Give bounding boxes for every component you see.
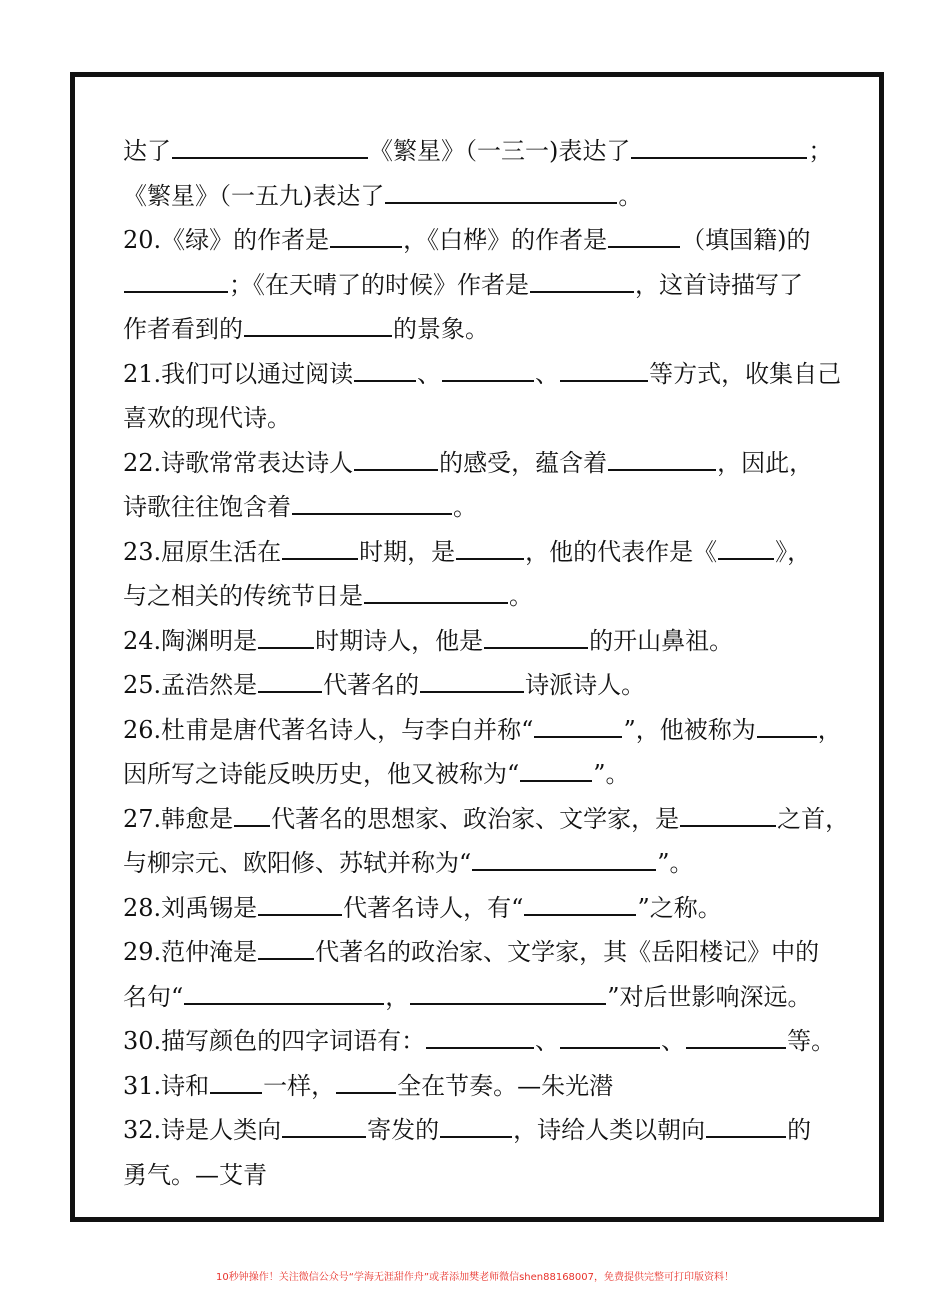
- line-text: 代著名的政治家、文学家，其《岳阳楼记》中的: [315, 938, 820, 966]
- text-line: [123, 441, 843, 486]
- line-text: 喜欢的现代诗。: [123, 404, 291, 432]
- text-line: [123, 930, 843, 975]
- answer-blank[interactable]: [631, 141, 807, 159]
- answer-blank[interactable]: [364, 586, 508, 604]
- line-text: 《繁星》（一五九)表达了: [123, 181, 385, 210]
- line-text: 与柳宗元、欧阳修、苏轼并称为“: [123, 849, 472, 877]
- line-text: 23.屈原生活在: [123, 537, 282, 566]
- answer-blank[interactable]: [420, 675, 524, 693]
- line-text: 代著名诗人，有“: [343, 893, 524, 922]
- line-text: 的景象。: [393, 315, 489, 343]
- line-text: 一样，: [263, 1071, 336, 1100]
- answer-blank[interactable]: [442, 364, 534, 382]
- answer-blank[interactable]: [560, 364, 648, 382]
- text-line: [123, 1153, 843, 1198]
- line-text: 。: [618, 181, 643, 210]
- line-text: 21.我们可以通过阅读: [123, 359, 354, 388]
- line-text: ”之称。: [637, 893, 722, 922]
- answer-blank[interactable]: [258, 942, 314, 960]
- line-text: 27.韩愈是: [123, 804, 234, 833]
- line-text: ，: [817, 715, 842, 744]
- line-text: 22.诗歌常常表达诗人: [123, 448, 354, 477]
- text-line: [123, 886, 843, 931]
- line-text: ，诗给人类以朝向: [513, 1116, 706, 1144]
- text-line: [123, 307, 843, 352]
- line-text: 之首，: [777, 804, 850, 833]
- text-line: [123, 1064, 843, 1109]
- answer-blank[interactable]: [686, 1031, 786, 1049]
- line-text: 24.陶渊明是: [123, 626, 258, 655]
- line-text: 与之相关的传统节日是: [123, 582, 363, 610]
- line-text: 26.杜甫是唐代著名诗人，与李白并称“: [123, 715, 534, 744]
- text-line: [123, 352, 843, 397]
- line-text: 代著名的思想家、政治家、文学家，是: [271, 804, 680, 833]
- text-line: [123, 619, 843, 664]
- text-line: [123, 485, 843, 530]
- answer-blank[interactable]: [560, 1031, 660, 1049]
- line-text: ，《白桦》的作者是: [403, 226, 608, 254]
- text-line: [123, 396, 843, 441]
- line-text: 32.诗是人类向: [123, 1116, 282, 1144]
- answer-blank[interactable]: [520, 764, 592, 782]
- answer-blank[interactable]: [258, 631, 314, 649]
- line-text: 30.描写颜色的四字词语有：: [123, 1027, 426, 1055]
- line-text: 寄发的: [367, 1116, 440, 1144]
- line-text: ”对后世影响深远。: [607, 982, 812, 1011]
- line-text: 作者看到的: [123, 315, 243, 343]
- text-line: [123, 174, 843, 219]
- line-text: 28.刘禹锡是: [123, 893, 258, 922]
- line-text: 勇气。—艾青: [123, 1160, 267, 1189]
- line-text: 、: [417, 359, 442, 388]
- answer-blank[interactable]: [234, 809, 270, 827]
- line-text: 时期，是: [359, 537, 456, 566]
- line-text: 达了: [123, 137, 171, 165]
- answer-blank[interactable]: [680, 809, 776, 827]
- answer-blank[interactable]: [244, 319, 392, 337]
- text-line: [123, 841, 843, 886]
- line-text: ”。: [593, 760, 630, 788]
- line-text: ；: [808, 137, 833, 165]
- line-text: ，他的代表作是《: [525, 537, 718, 566]
- text-line: [123, 797, 850, 842]
- text-line: [123, 574, 843, 619]
- line-text: 的开山鼻祖。: [589, 626, 734, 655]
- line-text: 25.孟浩然是: [123, 671, 258, 699]
- line-text: （填国籍)的: [681, 226, 811, 254]
- answer-blank[interactable]: [282, 1120, 366, 1138]
- line-text: 等方式，收集自己: [649, 359, 842, 388]
- answer-blank[interactable]: [534, 720, 622, 738]
- fill-in-blank-questions: [123, 129, 850, 1197]
- line-text: 20.《绿》的作者是: [123, 226, 330, 254]
- answer-blank[interactable]: [385, 186, 617, 204]
- line-text: 29.范仲淹是: [123, 938, 258, 966]
- answer-blank[interactable]: [440, 1120, 512, 1138]
- line-text: ”，他被称为: [623, 715, 756, 744]
- answer-blank[interactable]: [210, 1076, 262, 1094]
- answer-blank[interactable]: [292, 497, 452, 515]
- text-line: [123, 663, 843, 708]
- text-line: [123, 708, 843, 753]
- line-text: ，因此，: [717, 448, 814, 477]
- answer-blank[interactable]: [718, 542, 774, 560]
- line-text: 、: [661, 1027, 686, 1055]
- answer-blank[interactable]: [330, 230, 402, 248]
- line-text: ”。: [657, 849, 694, 877]
- text-line: [123, 218, 843, 263]
- answer-blank[interactable]: [484, 631, 588, 649]
- text-line: [123, 530, 843, 575]
- answer-blank[interactable]: [524, 898, 636, 916]
- line-text: 、: [535, 1027, 560, 1055]
- text-line: [123, 129, 843, 174]
- answer-blank[interactable]: [354, 364, 416, 382]
- line-text: 诗歌往往饱含着: [123, 493, 291, 521]
- answer-blank[interactable]: [184, 987, 384, 1005]
- text-line: [123, 263, 843, 308]
- line-text: 代著名的: [323, 671, 420, 699]
- line-text: 因所写之诗能反映历史，他又被称为“: [123, 760, 520, 788]
- answer-blank[interactable]: [124, 275, 228, 293]
- line-text: 》，: [775, 537, 812, 566]
- line-text: 时期诗人，他是: [315, 626, 484, 655]
- line-text: 31.诗和: [123, 1071, 210, 1100]
- page-frame: [70, 72, 884, 1222]
- line-text: ，: [385, 982, 410, 1011]
- line-text: 。: [509, 582, 533, 610]
- line-text: 等。: [787, 1027, 836, 1055]
- answer-blank[interactable]: [336, 1076, 396, 1094]
- line-text: ；《在天晴了的时候》作者是: [229, 270, 529, 299]
- answer-blank[interactable]: [172, 141, 368, 159]
- answer-blank[interactable]: [258, 898, 342, 916]
- line-text: 的感受，蕴含着: [439, 448, 608, 477]
- text-line: [123, 1019, 843, 1064]
- footer-note: 10秒钟操作！关注微信公众号“学海无涯甜作舟”或者添加樊老师微信shen88168007，免费提供完整可打印版资料！: [215, 1272, 735, 1283]
- answer-blank[interactable]: [608, 453, 716, 471]
- line-text: 。: [453, 493, 477, 521]
- answer-blank[interactable]: [282, 542, 358, 560]
- answer-blank[interactable]: [706, 1120, 786, 1138]
- text-line: [123, 975, 843, 1020]
- answer-blank[interactable]: [258, 675, 322, 693]
- line-text: 名句“: [123, 982, 184, 1011]
- line-text: 、: [535, 359, 560, 388]
- answer-blank[interactable]: [608, 230, 680, 248]
- answer-blank[interactable]: [354, 453, 438, 471]
- answer-blank[interactable]: [410, 987, 606, 1005]
- text-line: [123, 1108, 843, 1153]
- line-text: 《繁星》（一三一)表达了: [369, 137, 631, 165]
- line-text: 的: [787, 1116, 812, 1144]
- answer-blank[interactable]: [530, 275, 634, 293]
- answer-blank[interactable]: [757, 720, 817, 738]
- line-text: 诗派诗人。: [525, 671, 646, 699]
- answer-blank[interactable]: [472, 853, 656, 871]
- line-text: 全在节奏。—朱光潜: [397, 1071, 614, 1100]
- text-line: [123, 752, 843, 797]
- line-text: ，这首诗描写了: [635, 270, 803, 299]
- answer-blank[interactable]: [456, 542, 524, 560]
- answer-blank[interactable]: [426, 1031, 534, 1049]
